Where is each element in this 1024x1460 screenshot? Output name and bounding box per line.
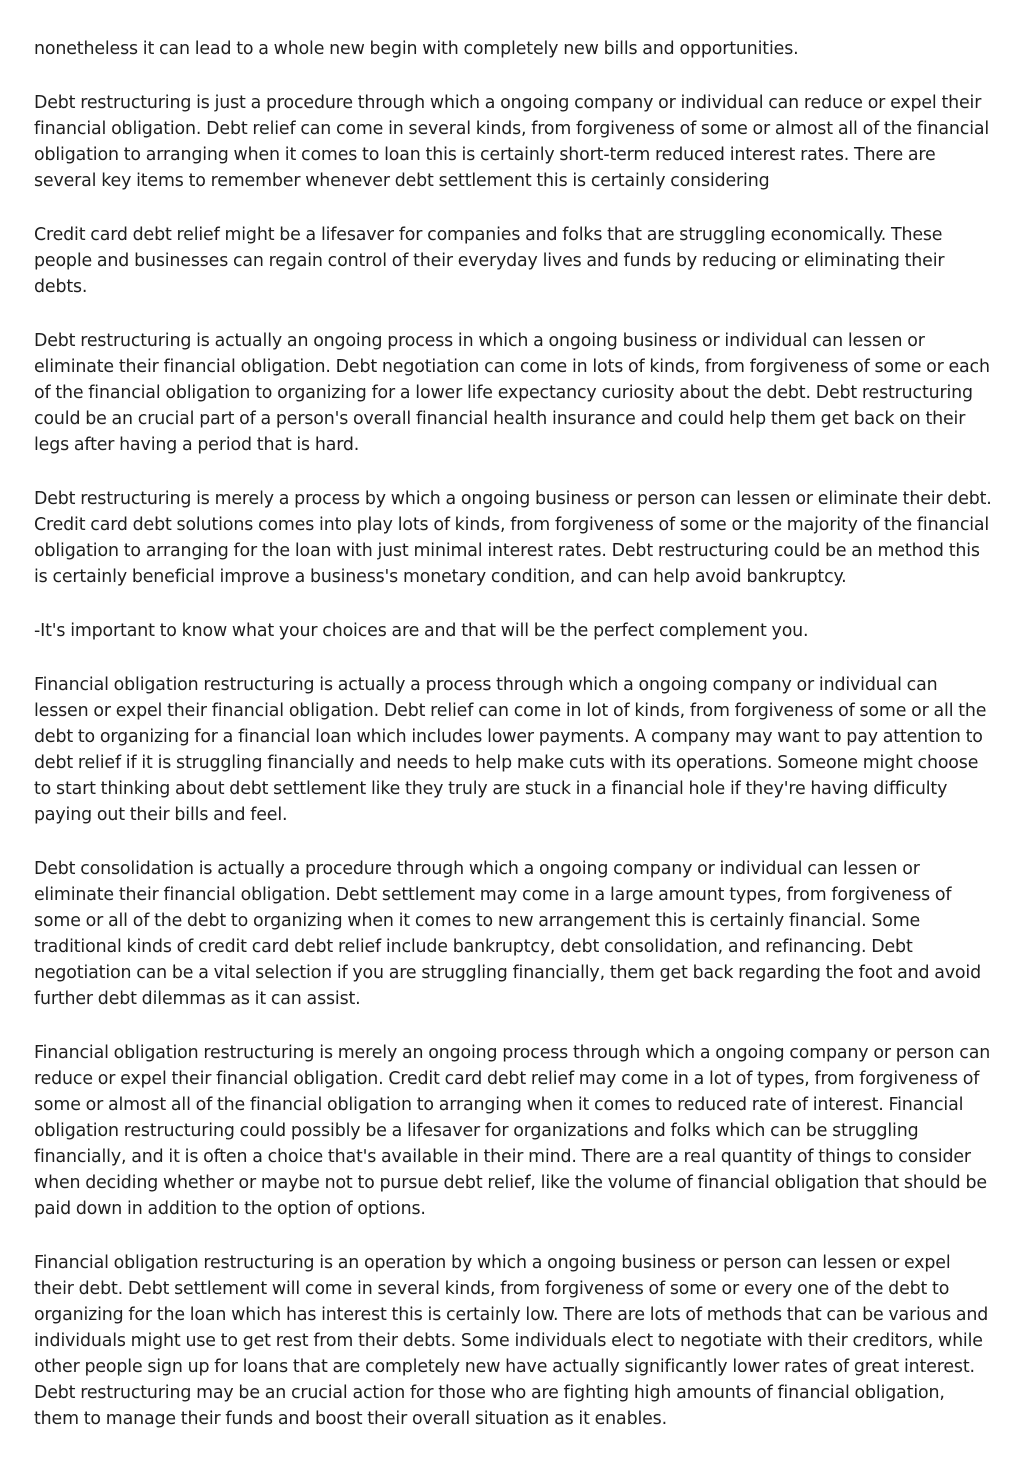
- paragraph-5: Debt restructuring is merely a process by which a ongoing business or person can lessen or eliminate their debt. Credit card debt solutions comes into play lots of kinds, from forgiveness of some or the majority of the financial obligation to arranging for the loan with just minimal interest rates. Debt restructuring could be an method this is certainly beneficial improve a business's monetary condition, and can help avoid bankruptcy.: [34, 489, 992, 587]
- paragraph-8: Debt consolidation is actually a procedure through which a ongoing company or individual can lessen or eliminate their financial obligation. Debt settlement may come in a large amount types, from forgiveness of some or all of the debt to organizing when it comes to new arrangement this is certainly financial. Some traditional kinds of credit card debt relief include bankruptcy, debt consolidation, and refinancing. Debt negotiation can be a vital selection if you are struggling financially, them get back regarding the foot and avoid further debt dilemmas as it can assist.: [34, 859, 981, 1009]
- paragraph-6: -It's important to know what your choices are and that will be the perfect complement you.: [34, 621, 809, 641]
- paragraph-1: nonetheless it can lead to a whole new begin with completely new bills and opportunities.: [34, 39, 799, 59]
- paragraph-7: Financial obligation restructuring is actually a process through which a ongoing company or individual can lessen or expel their financial obligation. Debt relief can come in lot of kinds, from forgiveness of some or all the debt to organizing for a financial loan which includes lower payments. A company may want to pay attention to debt relief if it is struggling financially and needs to help make cuts with its operations. Someone might choose to start thinking about debt settlement like they truly are stuck in a financial hole if they're having difficulty paying out their bills and feel.: [34, 675, 987, 825]
- paragraph-2: Debt restructuring is just a procedure through which a ongoing company or individual can reduce or expel their financial obligation. Debt relief can come in several kinds, from forgiveness of some or almost all of the financial obligation to arranging when it comes to loan this is certainly short-term reduced interest rates. There are several key items to remember whenever debt settlement this is certainly considering: [34, 93, 990, 191]
- paragraph-10: Financial obligation restructuring is an operation by which a ongoing business or person can lessen or expel their debt. Debt settlement will come in several kinds, from forgiveness of some or every one of the debt to organizing for the loan which has interest this is certainly low. There are lots of methods that can be various and individuals might use to get rest from their debts. Some individuals elect to negotiate with their creditors, while other people sign up for loans that are completely new have actually significantly lower rates of great interest. Debt restructuring may be an crucial action for those who are fighting high amounts of financial obligation, them to manage their funds and boost their overall situation as it enables.: [34, 1253, 989, 1429]
- paragraph-3: Credit card debt relief might be a lifesaver for companies and folks that are struggling economically. These people and businesses can regain control of their everyday lives and funds by reducing or eliminating their debts.: [34, 225, 945, 297]
- document-body: [34, 36, 994, 1460]
- paragraph-4: Debt restructuring is actually an ongoing process in which a ongoing business or individual can lessen or eliminate their financial obligation. Debt negotiation can come in lots of kinds, from forgiveness of some or each of the financial obligation to organizing for a lower life expectancy curiosity about the debt. Debt restructuring could be an crucial part of a person's overall financial health insurance and could help them get back on their legs after having a period that is hard.: [34, 331, 990, 455]
- paragraph-9: Financial obligation restructuring is merely an ongoing process through which a ongoing company or person can reduce or expel their financial obligation. Credit card debt relief may come in a lot of types, from forgiveness of some or almost all of the financial obligation to arranging when it comes to reduced rate of interest. Financial obligation restructuring could possibly be a lifesaver for organizations and folks which can be struggling financially, and it is often a choice that's available in their mind. There are a real quantity of things to consider when deciding whether or maybe not to pursue debt relief, like the volume of financial obligation that should be paid down in addition to the option of options.: [34, 1043, 991, 1219]
